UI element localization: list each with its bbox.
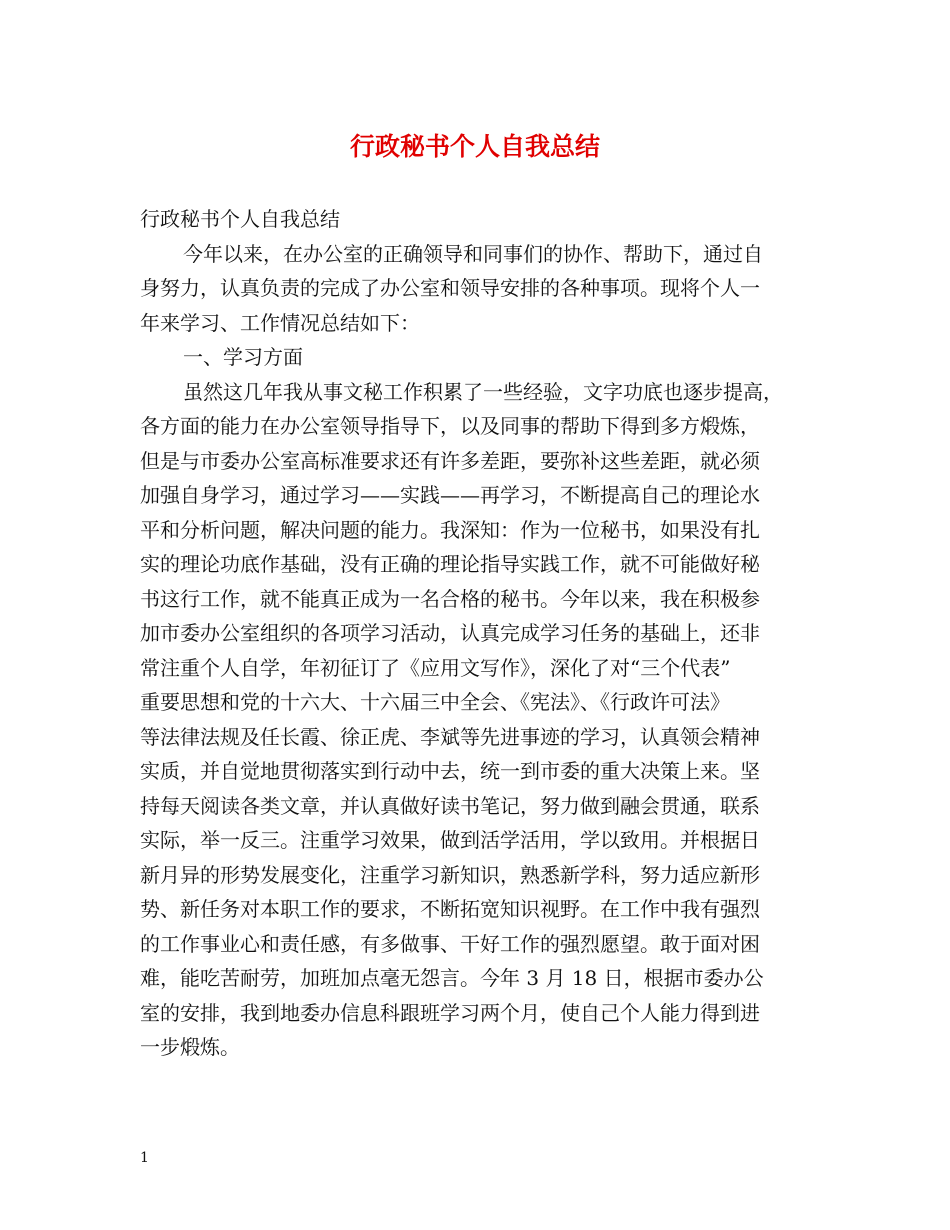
paragraph-line: 持每天阅读各类文章，并认真做好读书笔记，努力做到融会贯通，联系 bbox=[140, 793, 760, 818]
paragraph-line: 加强自身学习，通过学习——实践——再学习，不断提高自己的理论水 bbox=[140, 483, 760, 507]
paragraph-line: 实质，并自觉地贯彻落实到行动中去，统一到市委的重大决策上来。坚 bbox=[140, 759, 760, 783]
paragraph-line: 加市委办公室组织的各项学习活动，认真完成学习任务的基础上，还非 bbox=[140, 621, 760, 645]
paragraph-line: 等法律法规及任长霞、徐正虎、李斌等先进事迹的学习，认真领会精神 bbox=[140, 724, 760, 749]
paragraph-line: 室的安排，我到地委办信息科跟班学习两个月，使自己个人能力得到进 bbox=[140, 1000, 760, 1025]
document-subtitle: 行政秘书个人自我总结 bbox=[140, 207, 340, 231]
document-body bbox=[140, 202, 824, 1065]
paragraph-line: 常注重个人自学，年初征订了《应用文写作》，深化了对“三个代表” bbox=[140, 655, 731, 680]
paragraph-line: 书这行工作，就不能真正成为一名合格的秘书。今年以来，我在积极参 bbox=[140, 586, 760, 611]
document-title: 行政秘书个人自我总结 bbox=[349, 132, 600, 161]
paragraph-line: 今年以来，在办公室的正确领导和同事们的协作、帮助下，通过自 bbox=[183, 241, 763, 266]
paragraph-line: 实际，举一反三。注重学习效果，做到活学活用，学以致用。并根据日 bbox=[140, 828, 760, 852]
paragraph-line: 的工作事业心和责任感，有多做事、干好工作的强烈愿望。敢于面对困 bbox=[140, 931, 760, 956]
paragraph-line: 实的理论功底作基础，没有正确的理论指导实践工作，就不可能做好秘 bbox=[140, 552, 760, 576]
paragraph-line: 年来学习、工作情况总结如下： bbox=[140, 310, 420, 335]
paragraph-line: 各方面的能力在办公室领导指导下，以及同事的帮助下得到多方煅炼， bbox=[140, 414, 760, 438]
paragraph-line: 虽然这几年我从事文秘工作积累了一些经验，文字功底也逐步提高， bbox=[183, 379, 783, 404]
paragraph-line: 平和分析问题，解决问题的能力。我深知：作为一位秘书，如果没有扎 bbox=[140, 517, 760, 542]
page-number: 1 bbox=[140, 1150, 149, 1166]
paragraph-line: 重要思想和党的十六大、十六届三中全会、《宪法》、《行政许可法》 bbox=[140, 690, 730, 714]
paragraph-line: 但是与市委办公室高标准要求还有许多差距，要弥补这些差距，就必须 bbox=[140, 448, 760, 473]
paragraph-line: 身努力，认真负责的完成了办公室和领导安排的各种事项。现将个人一 bbox=[140, 276, 760, 300]
paragraph-line: 势、新任务对本职工作的要求，不断拓宽知识视野。在工作中我有强烈 bbox=[140, 897, 760, 921]
paragraph-line: 一步煅炼。 bbox=[140, 1035, 240, 1059]
paragraph-line: 新月异的形势发展变化，注重学习新知识，熟悉新学科，努力适应新形 bbox=[140, 862, 760, 887]
section-heading: 一、学习方面 bbox=[183, 345, 303, 369]
paragraph-line: 难，能吃苦耐劳，加班加点毫无怨言。今年 3 月 18 日，根据市委办公 bbox=[140, 966, 764, 990]
